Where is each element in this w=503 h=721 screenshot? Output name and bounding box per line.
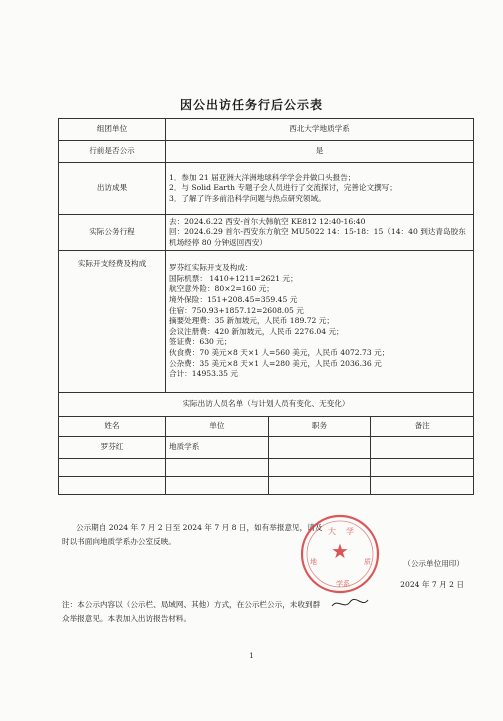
col-position: 职务: [268, 417, 371, 437]
group-label: 组团单位: [59, 119, 166, 141]
expense-item: 罗芬红实际开支及构成：: [169, 263, 253, 273]
person-position: [268, 459, 371, 477]
expense-item: 会议注册费：420 新加坡元，人民币 2276.04 元；: [169, 326, 344, 336]
person-remarks: [371, 437, 474, 459]
result-item: 2．与 Solid Earth 专题子会人员进行了交流探讨，完善论文撰写；: [169, 183, 397, 193]
col-name: 姓名: [59, 417, 166, 437]
svg-text:地: 地: [310, 558, 317, 566]
expense-item: 公杂费：35 美元×8 天×1 人=280 美元，人民币 2036.36 元: [169, 358, 382, 368]
group-value: 西北大学地质学系: [166, 119, 474, 141]
expense-list: [166, 251, 474, 393]
publicity-table: [58, 118, 474, 495]
person-remarks: [371, 459, 474, 477]
result-item: 3．了解了许多前沿科学问题与热点研究领域。: [169, 193, 326, 203]
results-label: 出访成果: [59, 163, 166, 215]
stamp-label: （公示单位用印）: [403, 559, 464, 568]
itinerary-item: 回：2024.6.29 首尔-西安东方航空 MU5022 14：15-18：15（14：40 到达青岛胶东机场经停 80 分钟返回西安）: [169, 227, 466, 247]
note-line-2: 众举报意见。本表加入出访报告材料。: [62, 614, 192, 623]
results-list: [166, 163, 474, 215]
itinerary-list: [166, 215, 474, 251]
expense-item: 签证费：630 元；: [169, 337, 232, 347]
person-name: [59, 459, 166, 477]
person-name: 罗芬红: [59, 437, 166, 459]
page-number: 1: [249, 652, 254, 660]
person-unit: 地质学系: [166, 437, 269, 459]
stamp-date: 2024 年 7 月 2 日: [400, 580, 464, 589]
col-remarks: 备注: [371, 417, 474, 437]
svg-text:质: 质: [364, 558, 371, 566]
person-unit: [166, 459, 269, 477]
person-name: [59, 477, 166, 495]
person-unit: [166, 477, 269, 495]
page-title: 因公出访任务行后公示表: [179, 98, 323, 112]
person-position: [268, 437, 371, 459]
expense-item: 合计：14953.35 元: [169, 369, 239, 379]
svg-text:学: 学: [346, 527, 354, 536]
expense-item: 伙食费：70 美元×8 天×1 人=560 美元，人民币 4072.73 元；: [169, 347, 390, 357]
person-position: [268, 477, 371, 495]
svg-text:学系: 学系: [336, 580, 350, 588]
expense-item: 摘要处理费：35 新加坡元，人民币 189.72 元；: [169, 316, 334, 326]
pre-publicity-value: 是: [166, 141, 474, 163]
publicity-line-2: 时以书面向地质学系办公室反映。: [62, 537, 176, 546]
col-unit: 单位: [166, 417, 269, 437]
publicity-period-text: [62, 521, 474, 549]
note-line-1: 注：本公示内容以（公示栏、局域网、其他）方式，在公示栏公示，未收到群: [62, 600, 321, 609]
person-remarks: [371, 477, 474, 495]
itinerary-item: 去：2024.6.22 西安-首尔大韩航空 KE812 12:40-16:40: [169, 216, 366, 226]
expense-item: 住宿：750.93+1857.12=2608.05 元: [169, 305, 304, 315]
svg-text:大: 大: [328, 527, 336, 536]
expense-item: 国际机票： 1410+1211=2621 元；: [169, 273, 298, 283]
expense-label: 实际开支经费及构成: [59, 251, 166, 393]
itinerary-label: 实际公务行程: [59, 215, 166, 251]
pre-publicity-label: 行前是否公示: [59, 141, 166, 163]
svg-text:★: ★: [331, 539, 349, 563]
note-text: [62, 598, 474, 626]
personnel-header: 实际出访人员名单（与计划人员有变化、无变化）: [59, 393, 474, 417]
publicity-line-1: 公示期自 2024 年 7 月 2 日至 2024 年 7 月 8 日，如有举报意见，请及: [76, 523, 323, 532]
expense-item: 航空意外险：80×2=160 元；: [169, 284, 274, 294]
expense-item: 境外保险：151+208.45=359.45 元: [169, 295, 298, 305]
result-item: 1．参加 21 届亚洲大洋洲地球科学学会并做口头报告；: [169, 172, 356, 182]
